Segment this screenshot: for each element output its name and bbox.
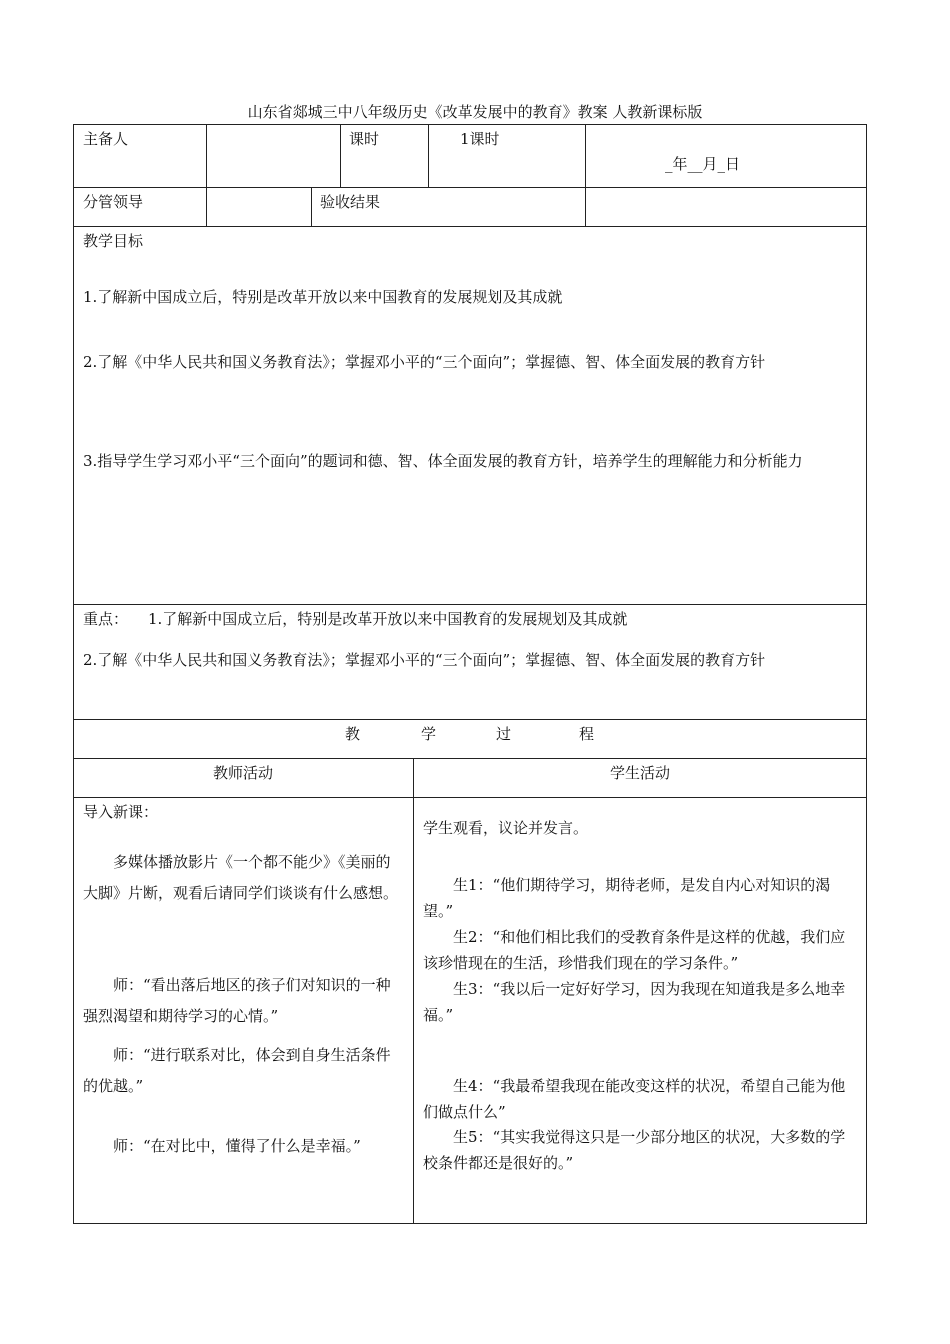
student-response: 生1：“他们期待学习，期待老师，是发自内心对知识的渴望。” (423, 876, 831, 920)
objective-item: 3.指导学生学习邓小平“三个面向”的题词和德、智、体全面发展的教育方针，培养学生的理解能力和分析能力 (83, 452, 803, 470)
col-divider (413, 758, 414, 1224)
row-divider (73, 187, 867, 188)
key-point-line: 1.了解新中国成立后，特别是改革开放以来中国教育的发展规划及其成就 (148, 610, 628, 628)
student-response: 生3：“我以后一定好好学习，因为我现在知道我是多么地幸福。” (423, 980, 846, 1024)
col-divider (428, 124, 429, 187)
col-divider (585, 124, 586, 226)
key-point-line: 2.了解《中华人民共和国义务教育法》；掌握邓小平的“三个面向”；掌握德、智、体全面发展的教育方针 (83, 651, 766, 669)
row-divider (73, 719, 867, 720)
period-value: 1课时 (460, 130, 500, 148)
row-divider (73, 758, 867, 759)
process-heading-char: 过 (496, 725, 512, 743)
teacher-paragraph: 多媒体播放影片《一个都不能少》《美丽的大脚》片断，观看后请同学们谈谈有什么感想。 (83, 853, 399, 902)
process-heading-char: 程 (579, 725, 595, 743)
student-response: 生5：“其实我觉得这只是一少部分地区的状况，大多数的学校条件都还是很好的。” (423, 1128, 846, 1172)
check-label: 验收结果 (320, 193, 381, 211)
row-divider (73, 226, 867, 227)
teacher-paragraph: 师：“在对比中，懂得了什么是幸福。” (113, 1137, 361, 1155)
process-heading-char: 教 (345, 725, 361, 743)
row-divider (73, 604, 867, 605)
leader-label: 分管领导 (83, 193, 144, 211)
objective-item: 2.了解《中华人民共和国义务教育法》；掌握邓小平的“三个面向”；掌握德、智、体全面发展的教育方针 (83, 353, 766, 371)
key-points-label: 重点： (83, 610, 129, 628)
row-divider (73, 797, 867, 798)
student-activity-header: 学生活动 (609, 764, 670, 782)
teacher-paragraph: 师：“看出落后地区的孩子们对知识的一种强烈渴望和期待学习的心情。” (83, 976, 391, 1025)
teacher-paragraph: 师：“进行联系对比，体会到自身生活条件的优越。” (83, 1046, 391, 1095)
teacher-activity-header: 教师活动 (212, 764, 273, 782)
preparer-label: 主备人 (83, 130, 129, 148)
col-divider (206, 124, 207, 226)
objectives-heading: 教学目标 (83, 232, 144, 250)
process-heading-char: 学 (421, 725, 437, 743)
col-divider (311, 187, 312, 226)
student-response: 生2：“和他们相比我们的受教育条件是这样的优越，我们应该珍惜现在的生活，珍惜我们现在的学习条件。” (423, 928, 846, 972)
student-response: 生4：“我最希望我现在能改变这样的状况，希望自己能为他们做点什么” (423, 1077, 846, 1121)
date-text: _年__月_日 (665, 155, 741, 173)
col-divider (340, 124, 341, 187)
period-label: 课时 (349, 130, 380, 148)
teacher-intro: 导入新课： (83, 803, 159, 821)
document-title: 山东省郯城三中八年级历史《改革发展中的教育》教案 人教新课标版 (247, 103, 703, 121)
student-intro: 学生观看，议论并发言。 (423, 819, 589, 837)
objective-item: 1.了解新中国成立后，特别是改革开放以来中国教育的发展规划及其成就 (83, 288, 563, 306)
